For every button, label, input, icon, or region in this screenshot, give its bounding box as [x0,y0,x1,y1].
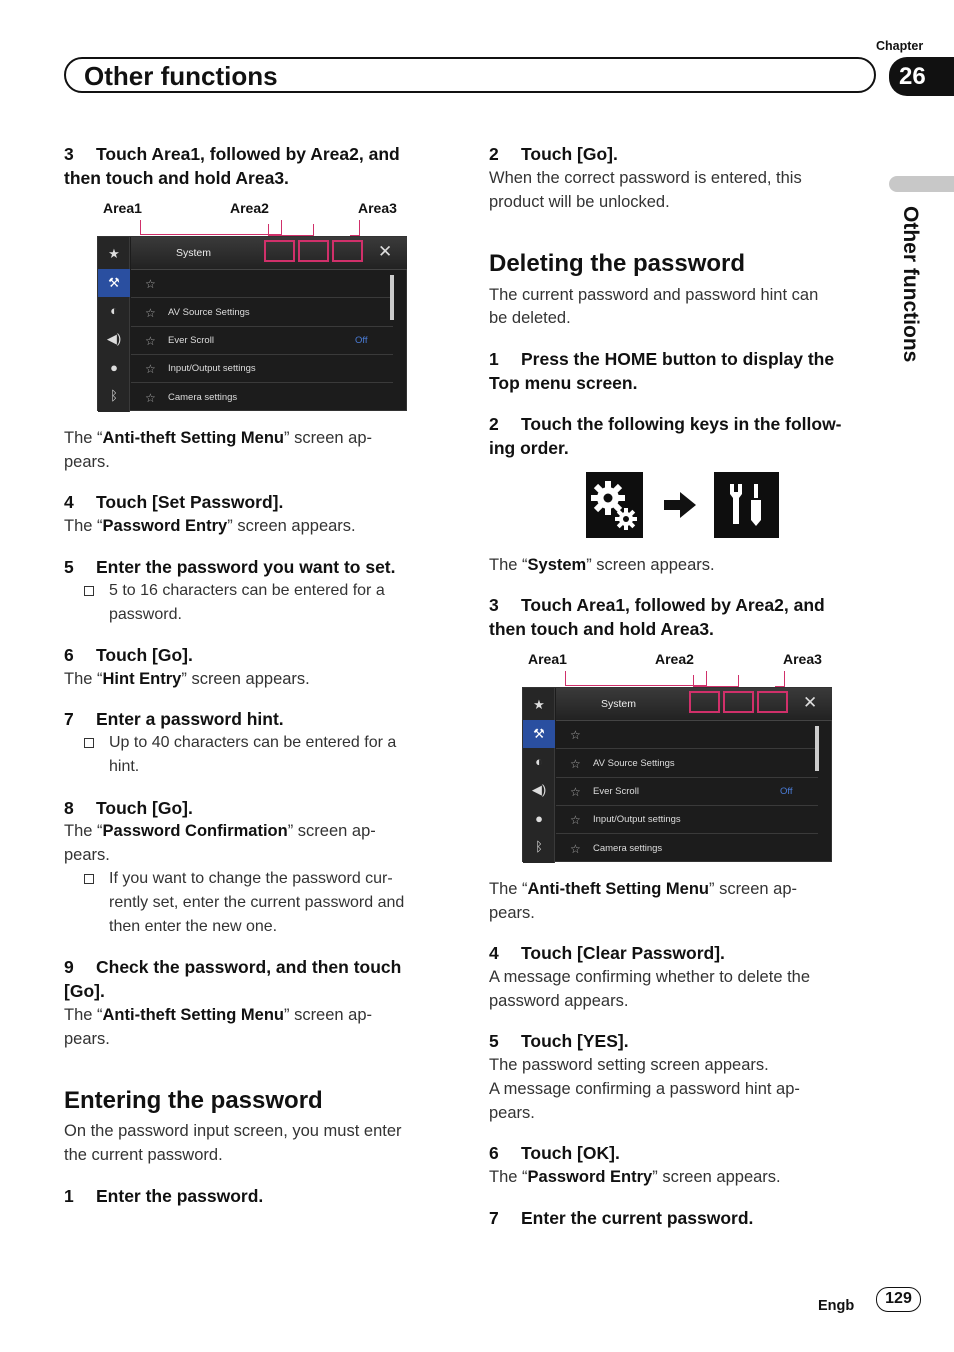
body-text: be deleted. [489,309,571,327]
screen-sidebar [523,688,555,863]
favorite-star-icon[interactable]: ☆ [570,785,581,799]
bluetooth-icon[interactable]: ᛒ [110,388,118,403]
deleting-step-2-heading-cont: ing order. [489,438,569,458]
system-screen-figure [64,200,454,425]
area2-box[interactable] [298,240,329,262]
area2-leader-line [693,675,739,687]
bullet-item-cont: rently set, enter the current password and [109,894,405,911]
page-number: 129 [876,1287,921,1312]
disc-icon[interactable]: ● [535,811,543,826]
body-text: The “Password Entry” screen appears. [64,517,356,535]
area1-leader-line [565,671,707,686]
arrow-right-icon [664,492,696,518]
bullet-item-cont: password. [109,606,182,623]
body-text: A message confirming a password hint ap- [489,1080,800,1098]
area3-label: Area3 [358,200,397,216]
menu-row[interactable]: ☆ AV Source Settings [556,750,818,778]
bullet-item-cont: hint. [109,758,140,775]
screen-sidebar [98,237,130,412]
menu-row[interactable]: ☆ Ever Scroll Off [131,327,393,355]
deleting-step-1-heading: 1 Press the HOME button to display the [489,349,835,369]
body-text: The “Anti-theft Setting Menu” screen ap- [489,880,798,898]
bullet-box-icon [84,586,94,596]
favorite-star-icon[interactable]: ☆ [145,277,156,291]
settings-gear-icon [586,472,643,538]
system-screen [522,687,832,862]
favorite-star-icon[interactable]: ☆ [145,362,156,376]
body-text: product will be unlocked. [489,193,670,211]
close-icon[interactable]: ✕ [803,693,818,712]
step-3-heading-cont: then touch and hold Area3. [64,168,289,188]
display-icon[interactable]: ◐ [110,303,118,318]
menu-row[interactable]: ☆ Camera settings [556,835,818,863]
body-text: The “Password Confirmation” screen ap- [64,822,376,840]
side-tab-label: Other functions [899,206,922,363]
body-text: password appears. [489,992,629,1010]
area1-leader-line [140,220,282,235]
bullet-item: If you want to change the password cur- [64,867,393,891]
bluetooth-icon[interactable]: ᛒ [535,839,543,854]
tools-icon[interactable]: ⚒ [98,269,130,297]
area2-box[interactable] [723,691,754,713]
favorite-star-icon[interactable]: ☆ [145,334,156,348]
body-text: When the correct password is entered, this [489,169,802,187]
speaker-icon[interactable]: ◀) [106,331,122,346]
scrollbar[interactable] [390,275,394,320]
area1-label: Area1 [528,651,567,667]
body-text: The “System” screen appears. [489,556,715,574]
area3-label: Area3 [783,651,822,667]
bullet-item: Up to 40 characters can be entered for a [64,731,396,755]
area2-label: Area2 [655,651,694,667]
screen-topbar [131,237,407,270]
screen-topbar [556,688,832,721]
deleting-step-1-heading-cont: Top menu screen. [489,373,638,393]
close-icon[interactable]: ✕ [378,242,393,261]
screen-title: System [601,698,637,710]
body-text: The current password and password hint can [489,286,819,304]
deleting-step-3-heading: 3 Touch Area1, followed by Area2, and [489,595,825,615]
body-text: pears. [64,846,110,864]
area2-leader-line [268,224,314,236]
disc-icon[interactable]: ● [110,360,118,375]
body-text: the current password. [64,1146,223,1164]
step-8-heading: 8 Touch [Go]. [64,798,193,818]
step-9-heading: 9 Check the password, and then touch [64,957,402,977]
body-text: pears. [64,453,110,471]
area1-box[interactable] [689,691,720,713]
menu-row[interactable]: ☆ Ever Scroll Off [556,778,818,806]
favorite-star-icon[interactable]: ☆ [570,728,581,742]
area1-box[interactable] [264,240,295,262]
side-tab-marker [889,176,954,192]
display-icon[interactable]: ◐ [535,754,543,769]
body-text: A message confirming whether to delete the [489,968,811,986]
entering-step-1-heading: 1 Enter the password. [64,1186,264,1206]
menu-row[interactable]: ☆ AV Source Settings [131,299,393,327]
deleting-step-6-heading: 6 Touch [OK]. [489,1143,620,1163]
menu-row[interactable] [556,721,818,749]
body-text: pears. [64,1030,110,1048]
body-text: The “Password Entry” screen appears. [489,1168,781,1186]
favorite-star-icon[interactable]: ☆ [145,391,156,405]
page-title: Other functions [84,61,278,91]
deleting-step-5-heading: 5 Touch [YES]. [489,1031,629,1051]
speaker-icon[interactable]: ◀) [531,782,547,797]
body-text: pears. [489,1104,535,1122]
body-text: The “Hint Entry” screen appears. [64,670,310,688]
star-icon[interactable]: ★ [533,697,545,712]
star-icon[interactable]: ★ [108,246,120,261]
body-text: The “Anti-theft Setting Menu” screen ap- [64,1006,373,1024]
bullet-box-icon [84,874,94,884]
step-4-heading: 4 Touch [Set Password]. [64,492,284,512]
area1-label: Area1 [103,200,142,216]
step-5-heading: 5 Enter the password you want to set. [64,557,396,577]
area3-leader-line [775,671,785,687]
body-text: The password setting screen appears. [489,1056,769,1074]
area2-label: Area2 [230,200,269,216]
body-text: pears. [489,904,535,922]
menu-row[interactable] [131,270,393,298]
system-screen-figure [489,651,879,876]
bullet-item: 5 to 16 characters can be entered for a [64,579,385,603]
screen-title: System [176,247,212,259]
chapter-number: 26 [889,57,954,96]
deleting-step-2-heading: 2 Touch the following keys in the follow- [489,414,842,434]
step-3-heading: 3 Touch Area1, followed by Area2, and [64,144,400,164]
chapter-label: Chapter [876,39,924,53]
system-screen [97,236,407,411]
section-heading-entering: Entering the password [64,1087,323,1114]
bullet-box-icon [84,738,94,748]
body-text: On the password input screen, you must enter [64,1122,402,1140]
tools-icon[interactable]: ⚒ [523,720,555,748]
step-9-heading-cont: [Go]. [64,981,105,1001]
menu-row[interactable]: ☆ Camera settings [131,384,393,412]
favorite-star-icon[interactable]: ☆ [570,757,581,771]
menu-row[interactable]: ☆ Input/Output settings [556,806,818,834]
scrollbar[interactable] [815,726,819,771]
favorite-star-icon[interactable]: ☆ [570,813,581,827]
deleting-step-4-heading: 4 Touch [Clear Password]. [489,943,725,963]
step-6-heading: 6 Touch [Go]. [64,645,193,665]
favorite-star-icon[interactable]: ☆ [570,842,581,856]
key-sequence [586,472,786,540]
area3-box[interactable] [757,691,788,713]
system-tools-icon [714,472,779,538]
deleting-step-7-heading: 7 Enter the current password. [489,1208,754,1228]
step-7-heading: 7 Enter a password hint. [64,709,284,729]
bullet-item-cont: then enter the new one. [109,918,278,935]
area3-leader-line [350,220,360,236]
section-heading-deleting: Deleting the password [489,250,746,277]
language-code: Engb [818,1298,855,1314]
body-text: The “Anti-theft Setting Menu” screen ap- [64,429,373,447]
menu-row[interactable]: ☆ Input/Output settings [131,355,393,383]
entering-step-2-heading: 2 Touch [Go]. [489,144,618,164]
deleting-step-3-heading-cont: then touch and hold Area3. [489,619,714,639]
favorite-star-icon[interactable]: ☆ [145,306,156,320]
area3-box[interactable] [332,240,363,262]
